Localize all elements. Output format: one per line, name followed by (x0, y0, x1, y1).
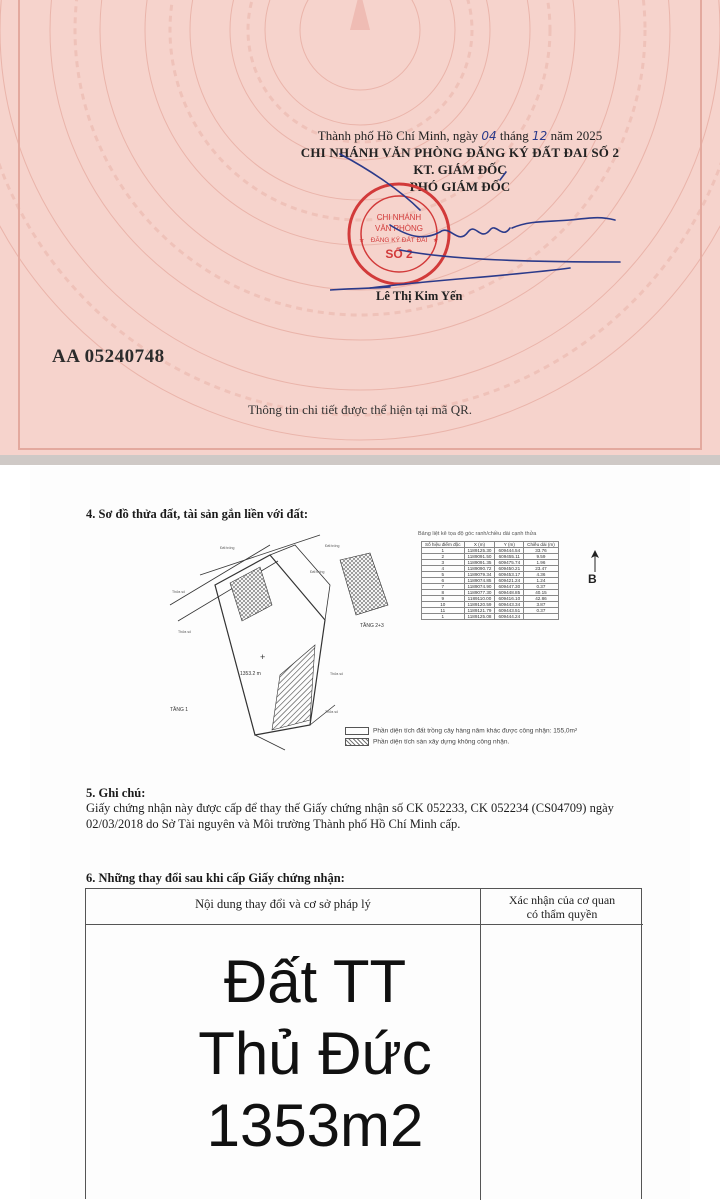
coordinates-cell: 33.76 (524, 548, 559, 554)
certificate-serial-number: AA 05240748 (52, 346, 165, 367)
coordinates-cell: 9 (422, 596, 465, 602)
coordinates-cell: 1189120.59 (464, 602, 495, 608)
coordinates-cell: 42.86 (524, 596, 559, 602)
coordinates-cell: 1189090.72 (464, 566, 495, 572)
qr-note: Thông tin chi tiết được thể hiện tại mã QR. (247, 402, 473, 417)
coordinates-row (422, 602, 559, 608)
coordinates-cell: 6 (422, 578, 465, 584)
date-year: năm 2025 (550, 128, 603, 143)
coords-head-length: Chiều dài (m) (524, 542, 559, 548)
coordinates-cell: 7 (422, 584, 465, 590)
coordinates-cell: 5 (422, 572, 465, 578)
coordinates-cell: 0.37 (524, 608, 559, 614)
page-separator (0, 455, 720, 465)
overlay-line-1: Đất TT (223, 948, 407, 1015)
coordinates-cell: 3 (422, 560, 465, 566)
date-day: 04 (481, 129, 497, 143)
coordinates-cell: 609450.21 (495, 566, 524, 572)
role-line-1: KT. GIÁM ĐỐC (413, 162, 507, 177)
changes-header-divider (86, 924, 643, 925)
section-4-title: 4. Sơ đồ thửa đất, tài sản gắn liền với đất: (86, 507, 309, 521)
coordinates-row (422, 614, 559, 620)
north-arrow-icon (590, 550, 600, 572)
coordinates-row (422, 548, 559, 554)
coordinates-row (422, 596, 559, 602)
coordinates-cell: 1189074.85 (464, 578, 495, 584)
svg-text:Thửa số: Thửa số (330, 672, 344, 676)
legend-1-text: Phần diện tích đất trồng cây hàng năm khác được công nhận: 155,0m² (373, 727, 578, 735)
date-month-label: tháng (499, 128, 529, 143)
svg-text:Đất trống: Đất trống (310, 570, 325, 574)
coordinates-row (422, 566, 559, 572)
coordinates-cell: 23.47 (524, 566, 559, 572)
coordinates-row (422, 578, 559, 584)
coordinates-cell: 40.15 (524, 590, 559, 596)
coordinates-cell: 2 (422, 554, 465, 560)
coordinates-row (422, 560, 559, 566)
coords-head-point: Số hiệu điểm độc (422, 542, 465, 548)
floor-1-label: TẦNG 1 (170, 707, 189, 713)
stamp-line-1: CHI NHÁNH (376, 213, 422, 222)
coordinates-cell: 1189091.35 (464, 560, 495, 566)
coordinates-body (422, 548, 559, 620)
coordinates-table (421, 541, 559, 620)
issuing-office: CHI NHÁNH VĂN PHÒNG ĐĂNG KÝ ĐẤT ĐAI SỐ 2 (300, 145, 620, 160)
stamp-line-3: ĐĂNG KÝ ĐẤT ĐAI (370, 237, 428, 244)
coordinates-cell: 609444.54 (495, 548, 524, 554)
overlay-line-3: 1353m2 (206, 1092, 424, 1159)
coords-head-y: Y (m) (495, 542, 524, 548)
svg-text:Thửa số: Thửa số (325, 710, 339, 714)
coordinates-cell: 609447.30 (495, 584, 524, 590)
svg-text:+: + (260, 652, 266, 662)
coordinates-cell: 609453.17 (495, 572, 524, 578)
date-prefix: Thành phố Hồ Chí Minh, ngày (317, 128, 479, 143)
svg-text:Đất trống: Đất trống (325, 544, 340, 548)
coordinates-row (422, 572, 559, 578)
stamp-line-2: VĂN PHÒNG (374, 224, 424, 233)
legend-plain-box-icon (345, 727, 369, 735)
coordinates-cell: 4 (422, 566, 465, 572)
coordinates-cell: 609475.74 (495, 560, 524, 566)
coordinates-cell: 609443.51 (495, 608, 524, 614)
coordinates-row (422, 608, 559, 614)
legend-hatch-box-icon (345, 738, 369, 746)
coordinates-cell: 0.37 (524, 584, 559, 590)
coordinates-cell: 1.24 (524, 578, 559, 584)
section-5-note: Giấy chứng nhận này được cấp để thay thế Giấy chứng nhận số CK 052233, CK 052234 (CS04709) ngày 02/03/2018 do Sở Tài nguyên và Môi trường Thành phố Hồ Chí Minh cấp. (86, 801, 614, 831)
certificate-front-sheet (0, 0, 720, 455)
coordinates-cell: 1189121.79 (464, 608, 495, 614)
section-6-title: 6. Những thay đổi sau khi cấp Giấy chứng nhận: (86, 871, 345, 885)
coordinates-row (422, 584, 559, 590)
svg-text:Thửa số: Thửa số (172, 590, 186, 594)
legend-2-text: Phần diện tích sàn xây dựng không công nhận. (373, 738, 510, 746)
legend-item-1 (345, 727, 577, 735)
svg-text:Đất trống: Đất trống (220, 546, 235, 550)
role-line-2: PHÓ GIÁM ĐỐC (409, 179, 511, 194)
coordinates-cell: 9.59 (524, 554, 559, 560)
stamp-line-4: SỐ 2 (385, 247, 413, 261)
signer-name: Lê Thị Kim Yến (376, 289, 463, 303)
changes-col-confirm-header (481, 893, 643, 921)
coordinates-cell: 609448.85 (495, 590, 524, 596)
coordinates-cell: 609416.10 (495, 596, 524, 602)
handwritten-signature (330, 150, 630, 300)
changes-col-content-header: Nội dung thay đổi và cơ sở pháp lý (195, 897, 371, 911)
coordinates-cell: 609455.11 (495, 554, 524, 560)
svg-text:Thửa số: Thửa số (178, 630, 192, 634)
confirm-header-line-2: có thẩm quyền (526, 907, 598, 921)
coordinates-cell: 8 (422, 590, 465, 596)
coordinates-cell: 609444.24 (495, 614, 524, 620)
coordinates-cell: 609443.34 (495, 602, 524, 608)
coordinates-cell: 1189079.34 (464, 572, 495, 578)
coordinates-cell: 10 (422, 602, 465, 608)
svg-text:★: ★ (433, 238, 439, 244)
date-month: 12 (532, 129, 548, 143)
coordinates-cell: 1189077.30 (464, 590, 495, 596)
svg-text:★: ★ (359, 238, 365, 244)
coordinates-cell: 1189125.08 (464, 614, 495, 620)
confirm-header-line-1: Xác nhận của cơ quan (508, 893, 616, 907)
coordinates-cell: 1189091.50 (464, 554, 495, 560)
coordinates-caption: Bảng liệt kê tọa độ góc ranh/chiều dài cạnh thửa (418, 531, 537, 537)
coordinates-cell: 1 (422, 548, 465, 554)
floor-2-3-label: TẦNG 2+3 (360, 623, 384, 629)
coordinates-row (422, 590, 559, 596)
coordinates-row (422, 554, 559, 560)
coordinates-cell: 609421.24 (495, 578, 524, 584)
coordinates-cell: 3.87 (524, 602, 559, 608)
coordinates-cell: 1189125.30 (464, 548, 495, 554)
coordinates-cell: 4.36 (524, 572, 559, 578)
legend-item-2 (345, 738, 509, 746)
coordinates-cell: 1189074.90 (464, 584, 495, 590)
overlay-line-2: Thủ Đức (198, 1020, 432, 1087)
section-5-title: 5. Ghi chú: (86, 786, 146, 800)
issue-date (270, 128, 650, 144)
coordinates-cell: 1.96 (524, 560, 559, 566)
north-label: B (588, 572, 597, 586)
coordinates-cell: 11 (422, 608, 465, 614)
coordinates-cell: 1189110.00 (464, 596, 495, 602)
coordinates-cell: 1 (422, 614, 465, 620)
coordinates-cell (524, 614, 559, 620)
coords-head-x: X (m) (464, 542, 495, 548)
parcel-area-label: 1353.2 m (240, 671, 261, 677)
north-indicator (588, 550, 600, 586)
listing-overlay-caption (120, 946, 510, 1162)
